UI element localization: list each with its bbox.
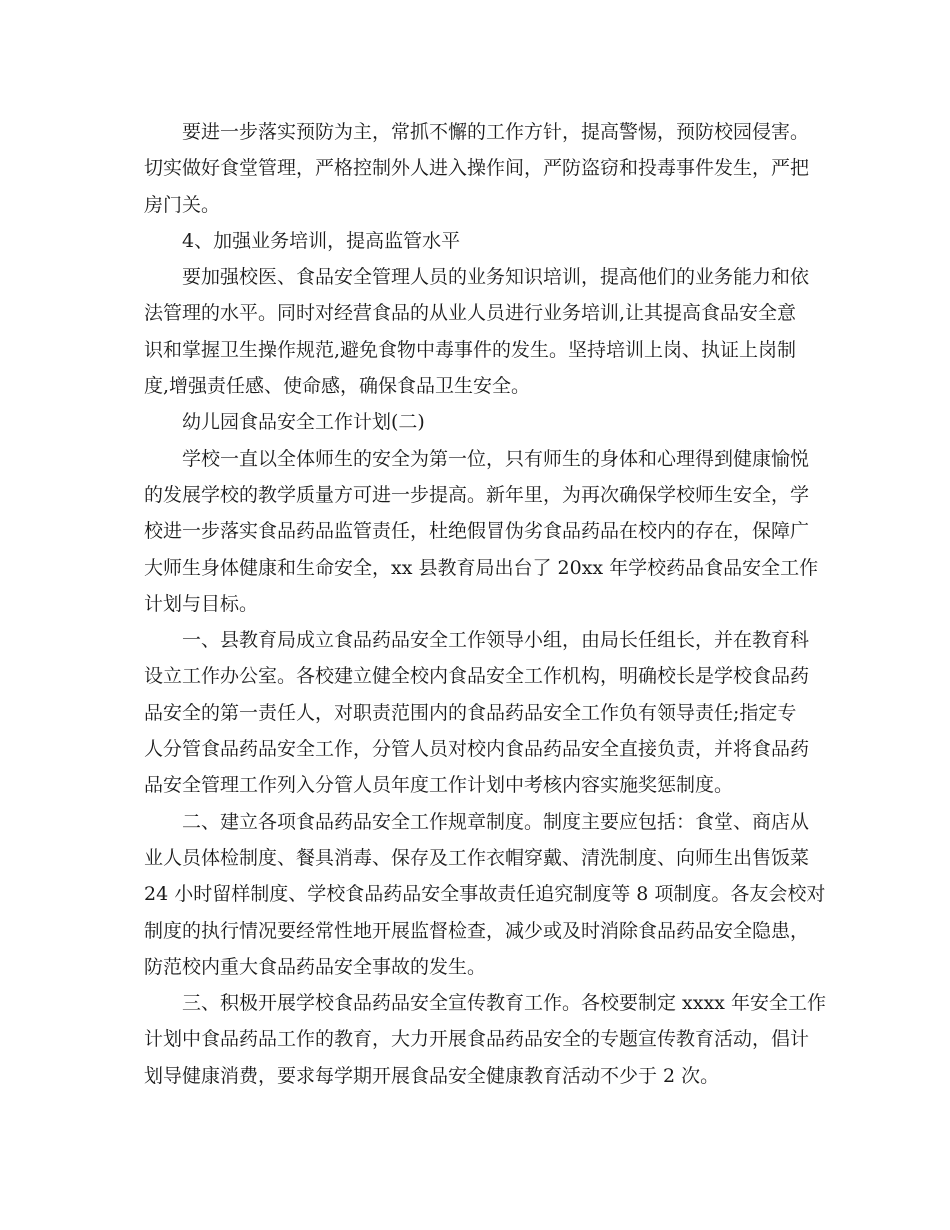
paragraph-line: 防范校内重大食品药品安全事故的发生。: [144, 955, 487, 978]
paragraph-line: 的发展学校的教学质量方可进一步提高。新年里，为再次确保学校师生安全，学: [144, 483, 810, 506]
document-paragraph: [144, 804, 826, 985]
paragraph-line: 4、加强业务培训，提高监管水平: [182, 229, 461, 252]
paragraph-line: 房门关。: [144, 193, 221, 216]
paragraph-line: 品安全管理工作列入分管人员年度工作计划中考核内容实施奖惩制度。: [144, 774, 734, 797]
paragraph-line: 设立工作办公室。各校建立健全校内食品安全工作机构，明确校长是学校食品药: [144, 665, 810, 688]
paragraph-line: 计划与目标。: [144, 592, 259, 615]
paragraph-line: 品安全的第一责任人，对职责范围内的食品药品安全工作负有领导责任;指定专: [144, 701, 797, 724]
document-paragraph: [144, 622, 808, 803]
paragraph-line: 二、建立各项食品药品安全工作规章制度。制度主要应包括：食堂、商店从: [182, 810, 810, 833]
paragraph-line: 度,增强责任感、使命感，确保食品卫生安全。: [144, 375, 531, 398]
document-paragraph: [144, 259, 808, 404]
paragraph-line: 大师生身体健康和生命安全，xx 县教育局出台了 20xx 年学校药品食品安全工作: [144, 556, 819, 579]
paragraph-line: 三、积极开展学校食品药品安全宣传教育工作。各校要制定 xxxx 年安全工作: [182, 992, 826, 1015]
document-paragraph: [144, 223, 808, 259]
paragraph-line: 幼儿园食品安全工作计划(二): [182, 411, 425, 434]
document-paragraph: [144, 404, 808, 440]
paragraph-line: 计划中食品药品工作的教育，大力开展食品药品安全的专题宣传教育活动，倡计: [144, 1028, 810, 1051]
paragraph-line: 校进一步落实食品药品监管责任，杜绝假冒伪劣食品药品在校内的存在，保障广: [144, 520, 810, 543]
paragraph-line: 划导健康消费，要求每学期开展食品安全健康教育活动不少于 2 次。: [144, 1064, 720, 1087]
paragraph-line: 人分管食品药品安全工作，分管人员对校内食品药品安全直接负责，并将食品药: [144, 738, 810, 761]
paragraph-line: 要进一步落实预防为主，常抓不懈的工作方针，提高警惕，预防校园侵害。: [182, 121, 810, 143]
paragraph-line: 24 小时留样制度、学校食品药品安全事故责任追究制度等 8 项制度。各友会校对: [144, 883, 826, 906]
paragraph-line: 识和掌握卫生操作规范,避免食物中毒事件的发生。坚持培训上岗、执证上岗制: [144, 338, 797, 361]
document-paragraph: [144, 114, 808, 223]
paragraph-line: 业人员体检制度、餐具消毒、保存及工作衣帽穿戴、清洗制度、向师生出售饭菜: [144, 846, 810, 869]
paragraph-line: 要加强校医、食品安全管理人员的业务知识培训，提高他们的业务能力和依: [182, 266, 810, 289]
paragraph-line: 法管理的水平。同时对经营食品的从业人员进行业务培训,让其提高食品安全意: [144, 302, 797, 325]
document-paragraph: [144, 441, 819, 622]
paragraph-line: 切实做好食堂管理，严格控制外人进入操作间，严防盗窃和投毒事件发生，严把: [144, 157, 810, 180]
paragraph-line: 制度的执行情况要经常性地开展监督检查，减少或及时消除食品药品安全隐患，: [144, 919, 810, 942]
paragraph-line: 一、县教育局成立食品药品安全工作领导小组，由局长任组长，并在教育科: [182, 629, 810, 652]
document-body: [144, 114, 826, 1094]
document-paragraph: [144, 985, 826, 1094]
paragraph-line: 学校一直以全体师生的安全为第一位，只有师生的身体和心理得到健康愉悦: [182, 447, 810, 470]
